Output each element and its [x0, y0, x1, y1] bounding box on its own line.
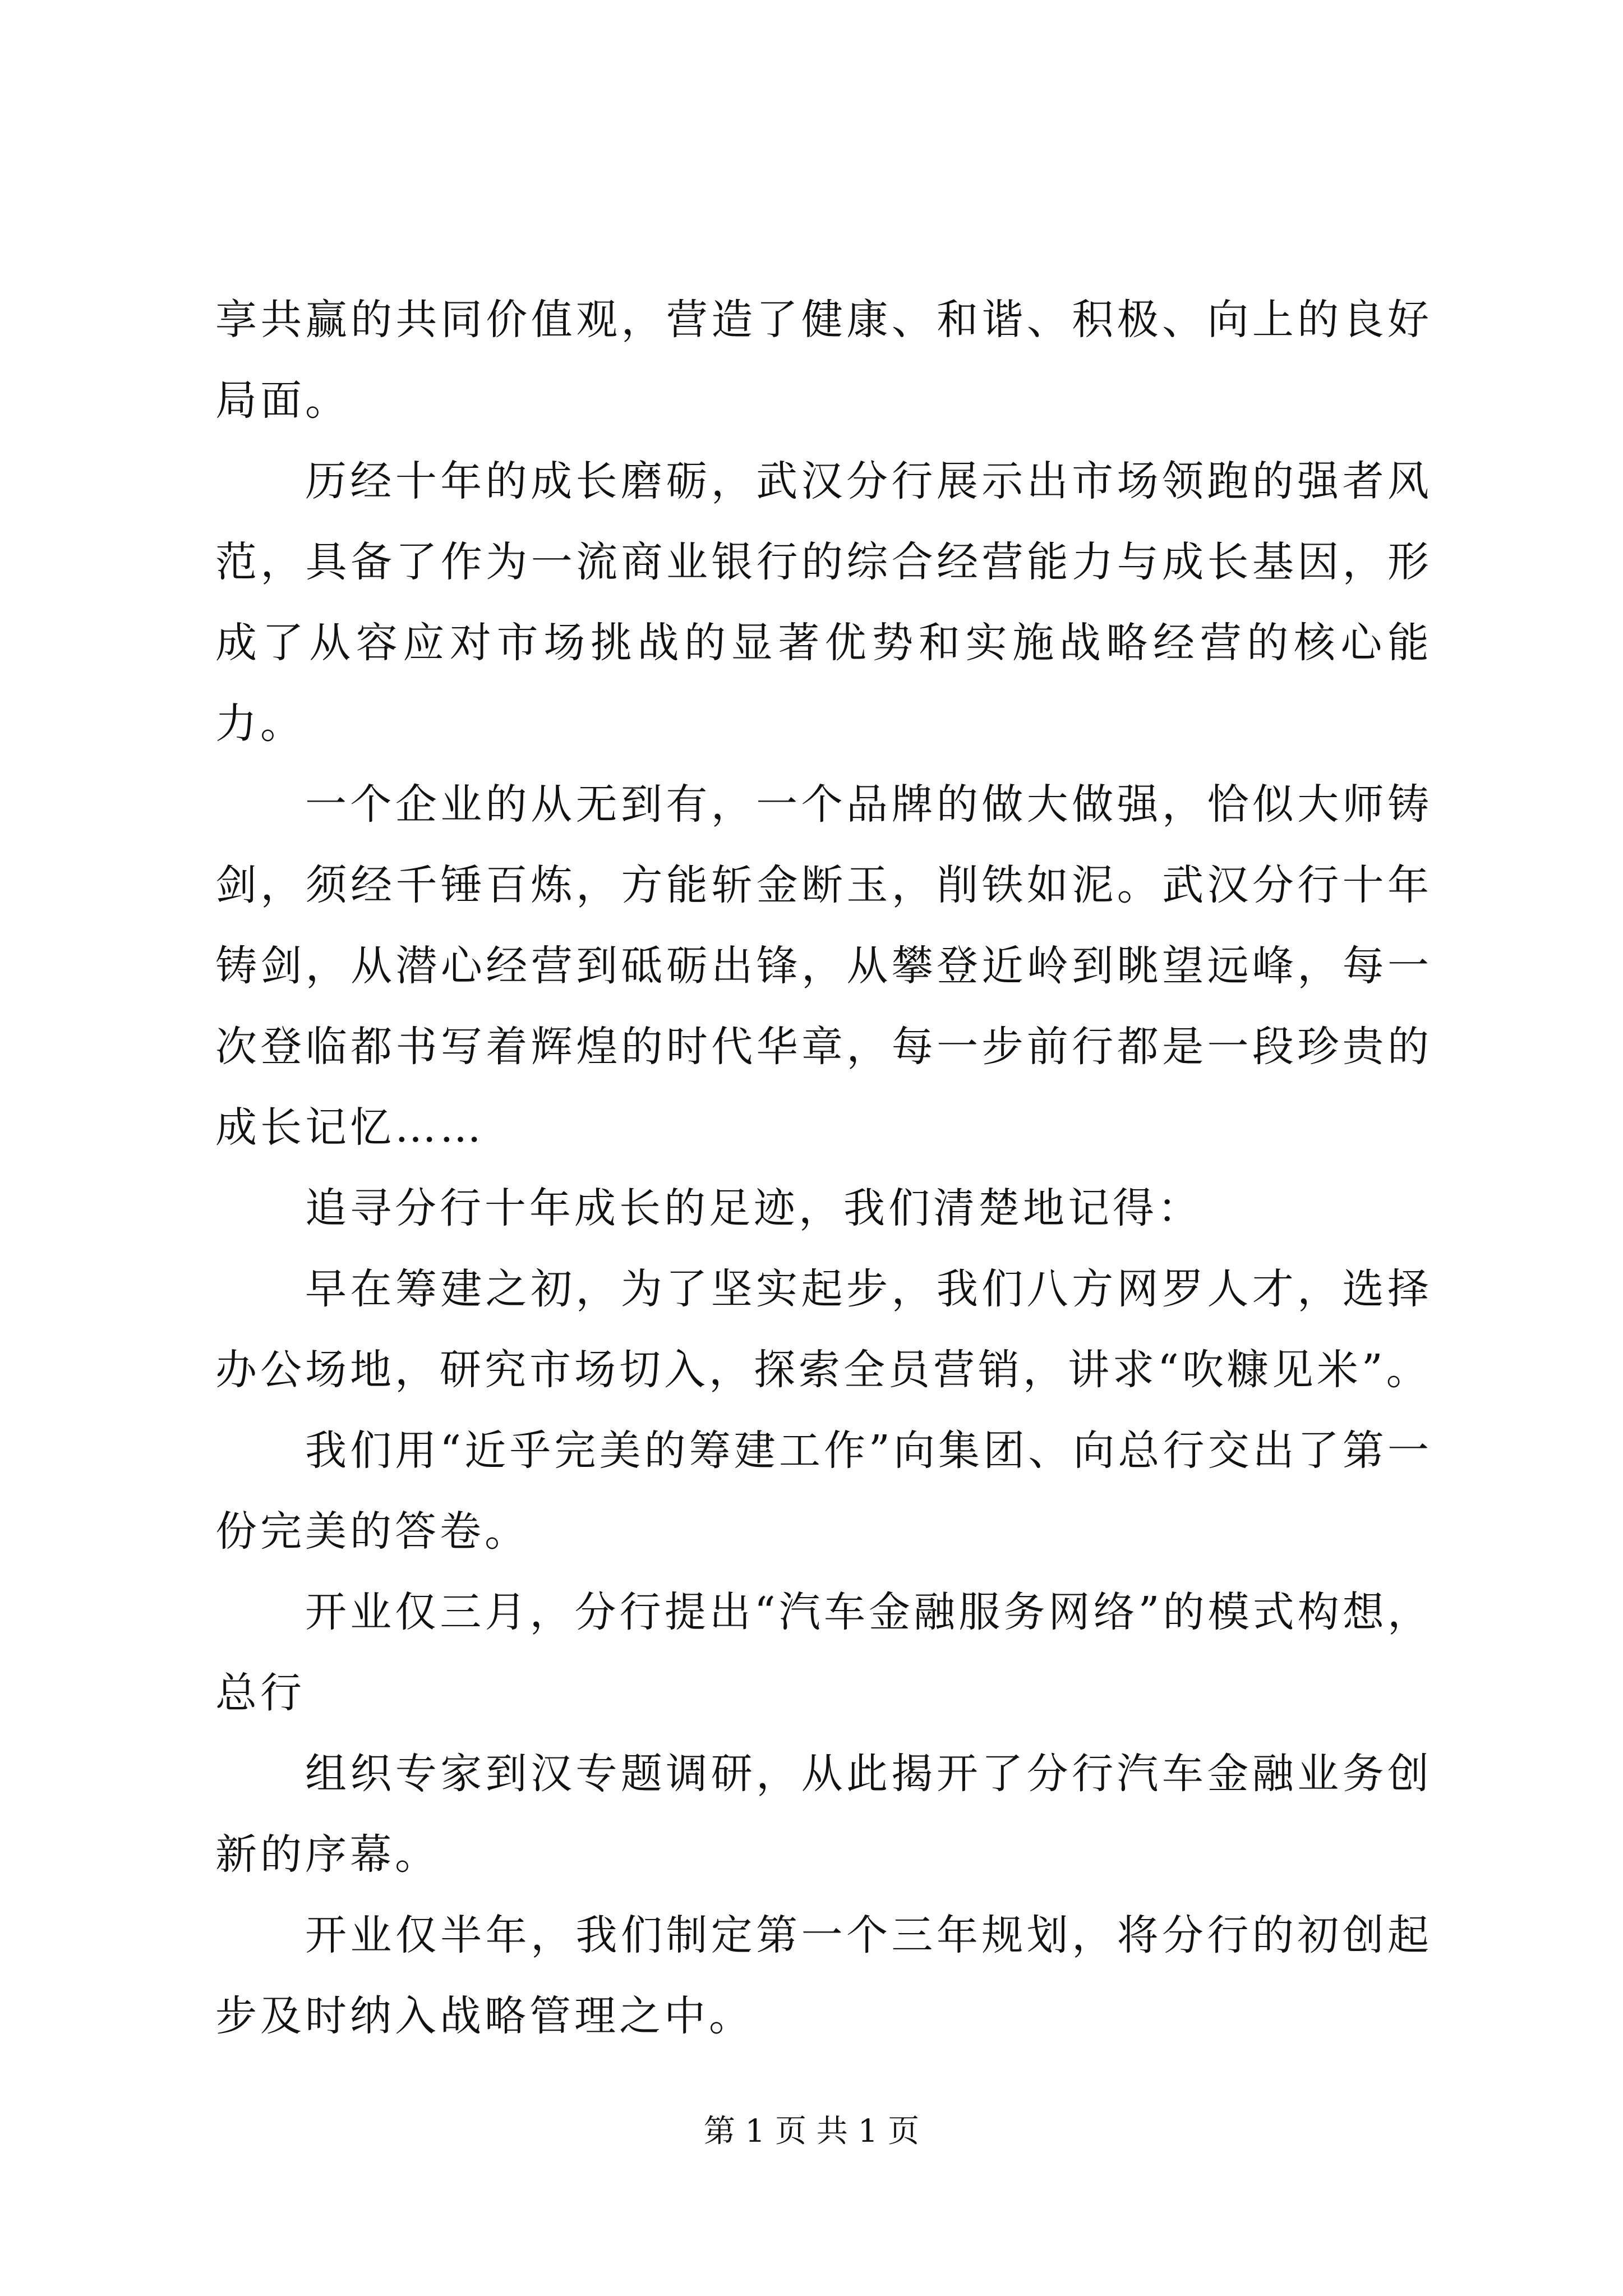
paragraph: 开业仅半年，我们制定第一个三年规划，将分行的初创起步及时纳入战略管理之中。: [215, 1911, 1432, 2040]
page-number-footer: 第 1 页 共 1 页: [703, 2113, 920, 2150]
paragraph: 我们用“近乎完美的筹建工作”向集团、向总行交出了第一份完美的答卷。: [215, 1427, 1432, 1556]
paragraph: 早在筹建之初，为了坚实起步，我们八方网罗人才，选择办公场地，研究市场切入，探索全员营销，讲求“吹糠见米”。: [215, 1265, 1432, 1394]
document-body: [215, 279, 1432, 2056]
paragraph: 一个企业的从无到有，一个品牌的做大做强，恰似大师铸剑，须经千锤百炼，方能斩金断玉，削铁如泥。武汉分行十年铸剑，从潜心经营到砥砺出锋，从攀登近岭到眺望远峰，每一次登临都书写着辉煌的时代华章，每一步前行都是一段珍贵的成长记忆……: [215, 780, 1432, 1152]
paragraph: 享共赢的共同价值观，营造了健康、和谐、积极、向上的良好局面。: [215, 296, 1432, 425]
paragraph: 开业仅三月，分行提出“汽车金融服务网络”的模式构想，总行: [215, 1588, 1432, 1717]
paragraph: 组织专家到汉专题调研，从此揭开了分行汽车金融业务创新的序幕。: [215, 1750, 1432, 1879]
paragraph: 追寻分行十年成长的足迹，我们清楚地记得：: [305, 1184, 1202, 1232]
paragraph: 历经十年的成长磨砺，武汉分行展示出市场领跑的强者风范，具备了作为一流商业银行的综合经营能力与成长基因，形成了从容应对市场挑战的显著优势和实施战略经营的核心能力。: [215, 457, 1432, 748]
